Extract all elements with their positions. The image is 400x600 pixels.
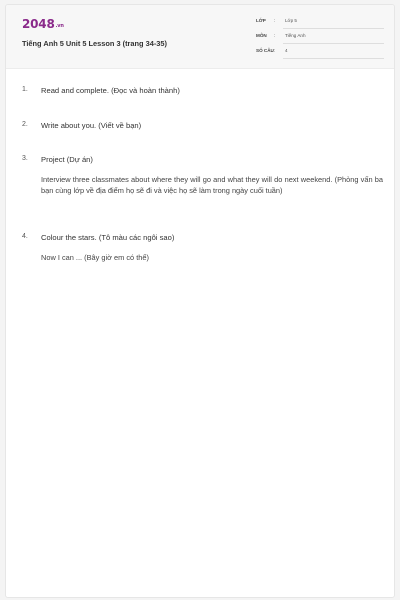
worksheet-page	[5, 4, 395, 598]
meta-colon: :	[274, 48, 276, 53]
meta-key-grade: LỚP	[256, 18, 266, 23]
question-number: 1.	[22, 86, 28, 93]
meta-row-subject	[256, 31, 384, 46]
question-body: Interview three classmates about where they will go and what they will do next weekend. (Phỏng vấn ba bạn cùng lớp về địa điểm họ sẽ đi và việc họ sẽ làm trong ngày cuối tuần)	[41, 175, 383, 195]
question-number: 3.	[22, 155, 28, 162]
meta-info	[256, 16, 384, 61]
question-body: Now I can ... (Bây giờ em có thể)	[41, 253, 149, 262]
question-text: Write about you. (Viết về bạn)	[41, 121, 142, 130]
meta-row-question-count	[256, 46, 384, 61]
meta-underline	[283, 43, 384, 44]
question-text: Colour the stars. (Tô màu các ngôi sao)	[41, 233, 175, 242]
meta-row-grade	[256, 16, 384, 31]
logo-suffix: .vn	[55, 23, 64, 29]
worksheet-header	[6, 5, 394, 69]
site-logo[interactable]	[22, 17, 64, 31]
question-text: Project (Dự án)	[41, 155, 93, 164]
meta-key-subject: MÔN	[256, 33, 267, 38]
meta-underline	[283, 58, 384, 59]
meta-underline	[283, 28, 384, 29]
meta-value-question-count: 4	[285, 48, 288, 53]
question-number: 2.	[22, 121, 28, 128]
question-text: Read and complete. (Đọc và hoàn thành)	[41, 86, 180, 95]
question-number: 4.	[22, 233, 28, 240]
meta-value-grade: Lớp 5	[285, 18, 297, 23]
document-title: Tiếng Anh 5 Unit 5 Lesson 3 (trang 34-35)	[22, 39, 167, 48]
meta-colon: :	[274, 33, 276, 38]
logo-text: 2048	[22, 17, 55, 31]
meta-value-subject: Tiếng Anh	[285, 33, 306, 38]
meta-colon: :	[274, 18, 276, 23]
meta-key-question-count: SỐ CÂU	[256, 48, 274, 53]
